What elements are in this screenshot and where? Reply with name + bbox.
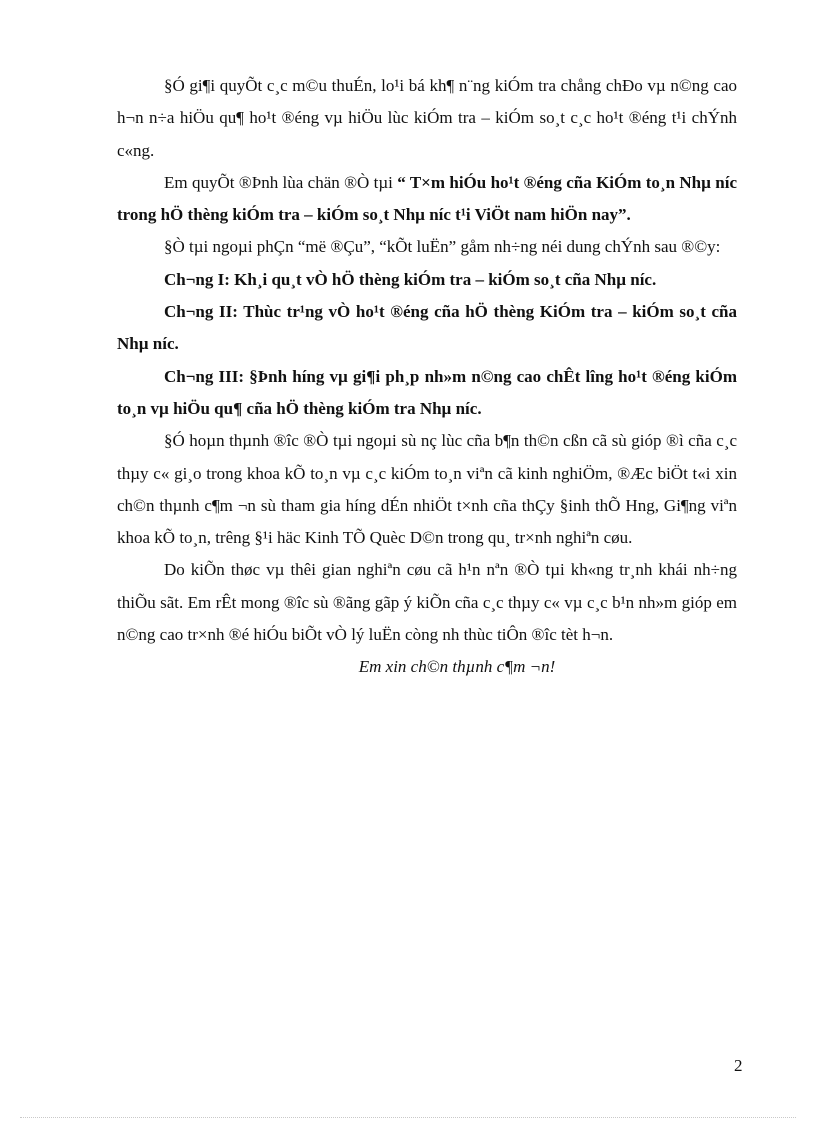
paragraph: §Ò tµi ngoµi phÇn “më ®Çu”, “kÕt luËn” gåm nh÷ng néi dung chÝnh sau ®©y: xyxy=(164,237,721,257)
paragraph: §Ó gi¶i quyÕt c¸c m©u thuÉn, lo¹i bá kh¶ n¨ng kiÓm tra chång chÐo vµ n©ng cao h¬n n÷a hiÖu qu¶ ho¹t ®éng vµ hiÖu lùc kiÓm tra – kiÓm so¸t c¸c ho¹t ®éng t¹i chÝnh c«ng. xyxy=(117,76,737,160)
document-body xyxy=(117,70,737,684)
closing-line: Em xin ch©n thµnh c¶m ¬n! xyxy=(358,657,556,677)
paragraph-topic-statement: Em quyÕt ®Þnh lùa chän ®Ò tµi “ T×m hiÓu ho¹t ®éng cña KiÓm to¸n Nhµ níc trong hÖ thèng kiÓm tra – kiÓm so¸t Nhµ níc t¹i ViÖt nam hiÖn nay”. xyxy=(117,172,737,225)
page-number: 2 xyxy=(734,1056,743,1075)
paragraph: Do kiÕn thøc vµ thêi gian nghiªn cøu cã h¹n nªn ®Ò tµi kh«ng tr¸nh khái nh÷ng thiÕu sãt. Em rÊt mong ®îc sù ®ãng gãp ý kiÕn cña c¸c thµy c« vµ c¸c b¹n nh»m gióp em n©ng cao tr×nh ®é hiÓu biÕt vÒ lý luËn còng nh thùc tiÔn ®îc tèt h¬n. xyxy=(117,560,737,645)
page-bottom-divider xyxy=(20,1117,796,1118)
chapter-3-heading: Ch¬ng III: §Þnh híng vµ gi¶i ph¸p nh»m n©ng cao chÊt lîng ho¹t ®éng kiÓm to¸n vµ hiÖu qu¶ cña hÖ thèng kiÓm tra Nhµ níc. xyxy=(117,366,737,418)
paragraph: §Ó hoµn thµnh ®îc ®Ò tµi ngoµi sù nç lùc cña b¶n th©n cßn cã sù gióp ®ì cña c¸c thµy c« gi¸o trong khoa kÕ to¸n vµ c¸c kiÓm to¸n viªn cã kinh nghiÖm, ®Æc biÖt t«i xin ch©n thµnh c¶m ¬n sù tham gia híng dÉn nhiÖt t×nh cña thÇy §inh thÕ Hng, Gi¶ng viªn khoa kÕ to¸n, trêng §¹i häc Kinh TÕ Quèc D©n trong qu¸ tr×nh nghiªn cøu. xyxy=(117,431,737,548)
chapter-1-heading: Ch¬ng I: Kh¸i qu¸t vÒ hÖ thèng kiÓm tra – kiÓm so¸t cña Nhµ níc. xyxy=(164,269,657,289)
topic-title: “ T×m hiÓu ho¹t ®éng cña KiÓm to¸n Nhµ níc trong hÖ thèng kiÓm tra – kiÓm so¸t Nhµ níc t¹i ViÖt nam hiÖn nay”. xyxy=(117,172,737,225)
chapter-2-heading: Ch¬ng II: Thùc tr¹ng vÒ ho¹t ®éng cña hÖ thèng KiÓm tra – kiÓm so¸t cña Nhµ níc. xyxy=(117,302,737,354)
